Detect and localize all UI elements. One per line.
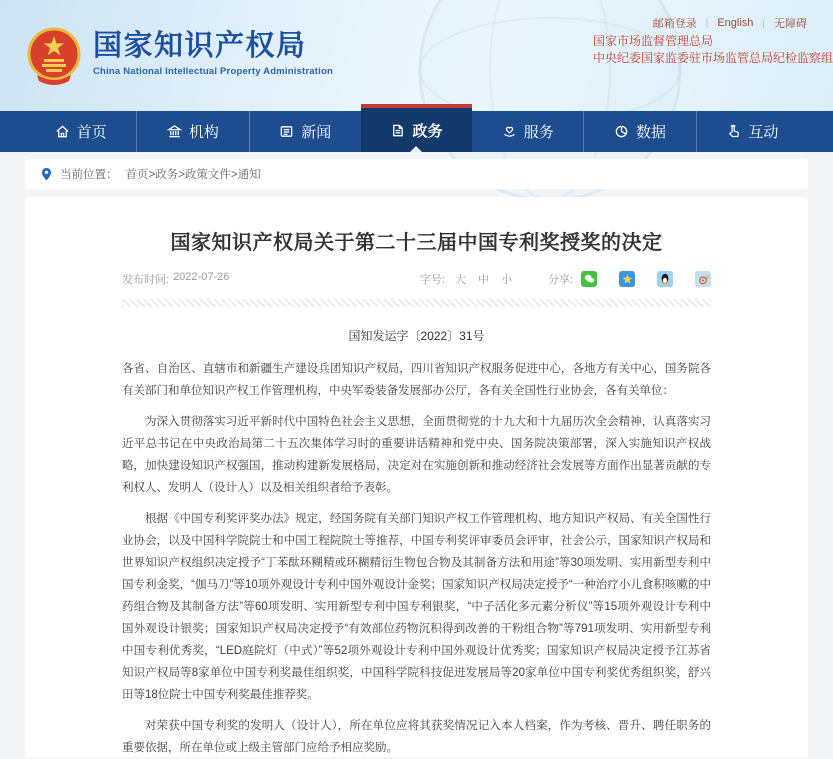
service-icon bbox=[502, 124, 517, 139]
nav-item-interaction[interactable] bbox=[696, 111, 808, 152]
national-emblem-logo bbox=[27, 27, 81, 85]
nav-label: 新闻 bbox=[301, 124, 332, 141]
share-label: 分享: bbox=[547, 274, 573, 286]
site-title: 国家知识产权局 bbox=[93, 30, 307, 62]
location-pin-icon bbox=[41, 167, 52, 181]
nav-item-institutions[interactable] bbox=[136, 111, 248, 152]
main-navigation bbox=[0, 111, 833, 152]
weibo-share-icon[interactable] bbox=[695, 271, 711, 287]
qq-share-icon[interactable] bbox=[657, 271, 673, 287]
article-title: 国家知识产权局关于第二十三届中国专利奖授奖的决定 bbox=[170, 232, 663, 254]
institution-icon bbox=[167, 124, 182, 139]
font-size-label: 字号: bbox=[419, 274, 445, 286]
nav-label: 服务 bbox=[523, 124, 554, 141]
gov-affairs-icon bbox=[390, 123, 405, 138]
discipline-inspection-link[interactable]: 中央纪委国家监委驻市场监管总局纪检监察组 bbox=[593, 51, 833, 65]
qzone-share-icon[interactable] bbox=[619, 271, 635, 287]
divider: | bbox=[762, 17, 765, 29]
document-number: 国知发运字〔2022〕31号 bbox=[348, 329, 485, 343]
nav-item-government-affairs[interactable] bbox=[361, 104, 472, 152]
nav-label: 首页 bbox=[76, 124, 107, 141]
article-meta-row bbox=[122, 271, 711, 287]
nav-label: 政务 bbox=[412, 122, 443, 140]
breadcrumb-path[interactable]: 首页>政务>政策文件>通知 bbox=[125, 169, 261, 181]
paragraph-preamble: 为深入贯彻落实习近平新时代中国特色社会主义思想，全面贯彻党的十九大和十九届历次全会精神，认真落实习近平总书记在中央政治局第二十五次集体学习时的重要讲话精神和党中央、国务院决策部署，深入实施知识产权战略，加快建设知识产权强国，推动构建新发展格局，决定对在实施创新和推动经济社会发展等方面作出显著贡献的专利权人、发明人（设计人）以及相关组织者给予表彰。 bbox=[122, 416, 711, 494]
nav-item-news[interactable] bbox=[249, 111, 361, 152]
related-org-links bbox=[593, 33, 833, 67]
home-icon bbox=[55, 124, 70, 139]
nav-label: 机构 bbox=[188, 124, 219, 141]
divider: | bbox=[705, 17, 709, 29]
publish-time-value: 2022-07-26 bbox=[173, 271, 230, 283]
paragraph-addressees: 各省、自治区、直辖市和新疆生产建设兵团知识产权局，四川省知识产权服务促进中心，各地方有关中心，国务院各有关部门和单位知识产权工作管理机构，中央军委装备发展部办公厅，各有关全国性行业协会，各有关单位： bbox=[122, 363, 711, 397]
header-banner bbox=[0, 0, 833, 111]
mail-login-link[interactable]: 邮箱登录 bbox=[652, 18, 697, 30]
publish-time-label: 发布时间: bbox=[122, 274, 170, 286]
font-size-medium-button[interactable]: 中 bbox=[477, 274, 489, 286]
font-size-large-button[interactable]: 大 bbox=[454, 274, 466, 286]
hatched-divider bbox=[122, 299, 711, 307]
wechat-share-icon[interactable] bbox=[581, 271, 597, 287]
site-brand[interactable] bbox=[27, 27, 333, 85]
news-icon bbox=[279, 124, 294, 139]
breadcrumb bbox=[25, 159, 808, 189]
paragraph-award-decision: 根据《中国专利奖评奖办法》规定，经国务院有关部门知识产权工作管理机构、地方知识产权局、有关全国性行业协会，以及中国科学院院士和中国工程院院士等推荐，中国专利奖评审委员会评审，社会公示，国家知识产权局和世界知识产权组织决定授予“丁苯酞环糊精或环糊精衍生物包合物及其制备方法和用途”等30项发明、实用新型专利中国专利金奖，“伽马刀”等10项外观设计专利中国外观设计金奖；国家知识产权局决定授予“一种治疗小儿食积咳嗽的中药组合物及其制备方法”等60项发明、实用新型专利中国专利银奖，“中子活化多元素分析仪”等15项外观设计专利中国外观设计银奖；国家知识产权局决定授予“有效部位药物沉积得到改善的干粉组合物”等791项发明、实用新型专利中国专利优秀奖，“LED庭院灯（中式）”等52项外观设计专利中国外观设计优秀奖；国家知识产权局决定授予江苏省知识产权局等8家单位中国专利奖最佳组织奖，中国科学院科技促进发展局等20家单位中国专利奖优秀组织奖，舒兴田等18位院士中国专利奖最佳推荐奖。 bbox=[122, 513, 711, 701]
article-body bbox=[122, 358, 711, 759]
nav-label: 互动 bbox=[748, 124, 779, 141]
nav-item-data[interactable] bbox=[583, 111, 695, 152]
breadcrumb-label: 当前位置： bbox=[60, 169, 118, 181]
site-title-english: China National Intellectual Property Administration bbox=[93, 66, 333, 77]
header-top-links bbox=[653, 15, 807, 31]
accessibility-link[interactable]: 无障碍 bbox=[774, 18, 807, 30]
nav-label: 数据 bbox=[636, 124, 667, 141]
nav-item-services[interactable] bbox=[472, 111, 583, 152]
paragraph-award-record: 对荣获中国专利奖的发明人（设计人），所在单位应将其获奖情况记入本人档案，作为考核、晋升、聘任职务的重要依据，所在单位或上级主管部门应给予相应奖励。 bbox=[122, 720, 711, 754]
font-size-small-button[interactable]: 小 bbox=[500, 274, 512, 286]
samr-link[interactable]: 国家市场监督管理总局 bbox=[593, 34, 714, 48]
nav-item-home[interactable] bbox=[25, 111, 136, 152]
article-card bbox=[25, 197, 808, 757]
data-icon bbox=[614, 124, 629, 139]
english-link[interactable]: English bbox=[717, 17, 754, 29]
interaction-icon bbox=[726, 124, 741, 139]
